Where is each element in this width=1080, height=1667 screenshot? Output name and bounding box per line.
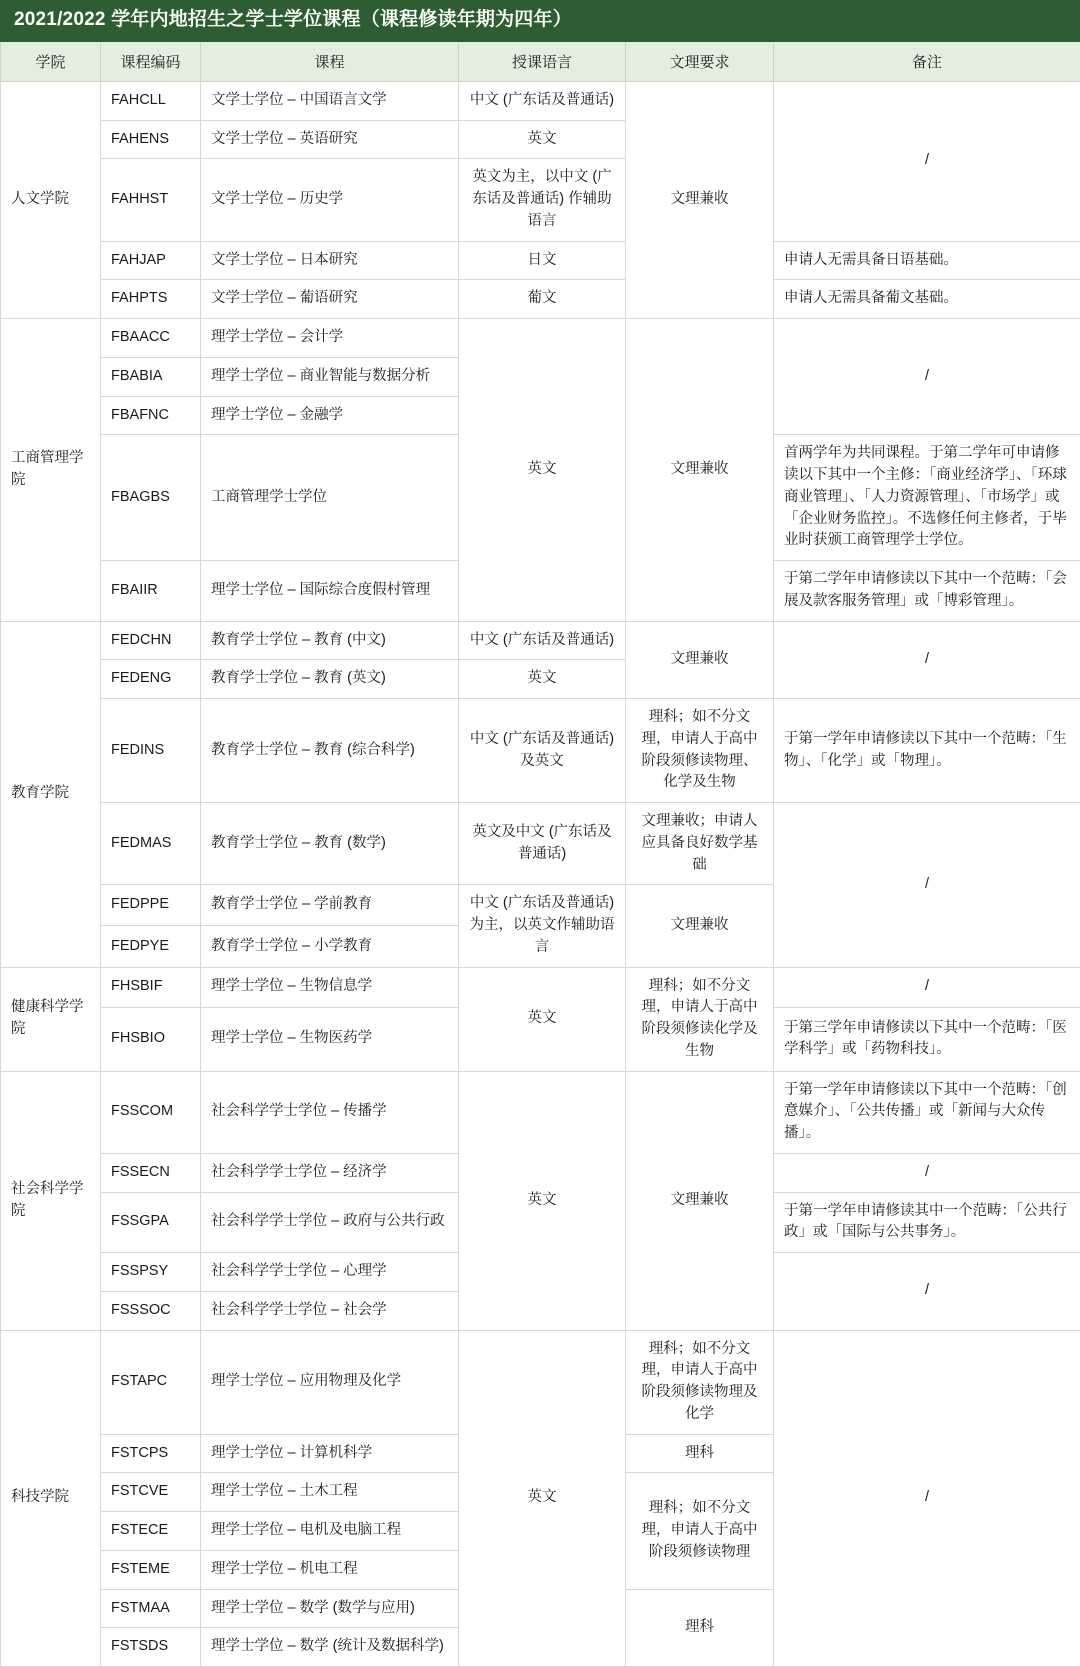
cell-remark: / [774, 1253, 1080, 1331]
cell-remark: / [774, 803, 1080, 968]
cell-code: FSTCPS [101, 1434, 201, 1473]
cell-remark: 于第三学年申请修读以下其中一个范畴：「医学科学」或「药物科技」。 [774, 1008, 1080, 1071]
cell-code: FSSGPA [101, 1192, 201, 1253]
cell-code: FSTAPC [101, 1330, 201, 1434]
table-header-row [1, 42, 1080, 82]
cell-remark: 于第一学年申请修读其中一个范畴：「公共行政」或「国际与公共事务」。 [774, 1192, 1080, 1253]
cell-program: 教育学士学位 – 教育 (综合科学) [201, 699, 459, 803]
cell-program: 社会科学学士学位 – 经济学 [201, 1153, 459, 1192]
cell-program: 理学士学位 – 电机及电脑工程 [201, 1512, 459, 1551]
cell-school: 教育学院 [1, 621, 101, 967]
cell-program: 理学士学位 – 土木工程 [201, 1473, 459, 1512]
cell-remark: / [774, 621, 1080, 699]
cell-program: 理学士学位 – 生物医药学 [201, 1008, 459, 1071]
cell-code: FSTEME [101, 1550, 201, 1589]
cell-language: 中文 (广东话及普通话) [459, 81, 626, 120]
cell-requirement: 文理兼收 [626, 1071, 774, 1330]
cell-program: 文学士学位 – 葡语研究 [201, 280, 459, 319]
cell-code: FBAACC [101, 319, 201, 358]
cell-remark: / [774, 81, 1080, 241]
cell-remark: 于第二学年申请修读以下其中一个范畴：「会展及款客服务管理」或「博彩管理」。 [774, 561, 1080, 622]
cell-program: 教育学士学位 – 教育 (中文) [201, 621, 459, 660]
cell-requirement: 文理兼收 [626, 319, 774, 622]
cell-program: 教育学士学位 – 教育 (英文) [201, 660, 459, 699]
cell-school: 健康科学学院 [1, 967, 101, 1071]
cell-language: 中文 (广东话及普通话) 为主，以英文作辅助语言 [459, 885, 626, 967]
cell-language: 中文 (广东话及普通话) [459, 621, 626, 660]
cell-program: 社会科学学士学位 – 传播学 [201, 1071, 459, 1153]
cell-program: 理学士学位 – 计算机科学 [201, 1434, 459, 1473]
cell-language: 英文及中文 (广东话及普通话) [459, 803, 626, 885]
cell-code: FBAFNC [101, 396, 201, 435]
cell-remark: 于第一学年申请修读以下其中一个范畴：「创意媒介」、「公共传播」或「新闻与大众传播」。 [774, 1071, 1080, 1153]
cell-remark: 申请人无需具备葡文基础。 [774, 280, 1080, 319]
cell-code: FEDMAS [101, 803, 201, 885]
cell-remark: 首两学年为共同课程。于第二学年可申请修读以下其中一个主修：「商业经济学」、「环球商业管理」、「人力资源管理」、「市场学」或「企业财务监控」。不选修任何主修者，于毕业时获颁工商管理学士学位。 [774, 435, 1080, 561]
cell-school: 工商管理学院 [1, 319, 101, 622]
table-row [1, 81, 1080, 120]
cell-school: 社会科学学院 [1, 1071, 101, 1330]
cell-code: FSSECN [101, 1153, 201, 1192]
cell-language: 英文 [459, 319, 626, 622]
cell-remark: / [774, 319, 1080, 435]
cell-remark: / [774, 967, 1080, 1008]
cell-code: FSTMAA [101, 1589, 201, 1628]
cell-requirement: 理科；如不分文理，申请人于高中阶段须修读物理 [626, 1473, 774, 1589]
cell-program: 文学士学位 – 英语研究 [201, 120, 459, 159]
table-row [1, 699, 1080, 803]
cell-program: 文学士学位 – 中国语言文学 [201, 81, 459, 120]
cell-code: FAHHST [101, 159, 201, 241]
cell-requirement: 文理兼收 [626, 81, 774, 318]
cell-remark: 于第一学年申请修读以下其中一个范畴：「生物」、「化学」或「物理」。 [774, 699, 1080, 803]
cell-program: 社会科学学士学位 – 心理学 [201, 1253, 459, 1292]
cell-language: 英文为主，以中文 (广东话及普通话) 作辅助语言 [459, 159, 626, 241]
cell-program: 工商管理学士学位 [201, 435, 459, 561]
cell-code: FSTECE [101, 1512, 201, 1551]
cell-program: 理学士学位 – 机电工程 [201, 1550, 459, 1589]
cell-program: 社会科学学士学位 – 政府与公共行政 [201, 1192, 459, 1253]
cell-requirement: 文理兼收 [626, 621, 774, 699]
cell-language: 英文 [459, 1071, 626, 1330]
table-header [1, 42, 1080, 82]
cell-code: FSSCOM [101, 1071, 201, 1153]
cell-language: 英文 [459, 660, 626, 699]
column-header-language: 授课语言 [459, 42, 626, 82]
table-row [1, 241, 1080, 280]
cell-program: 教育学士学位 – 小学教育 [201, 926, 459, 967]
table-row [1, 280, 1080, 319]
cell-code: FEDCHN [101, 621, 201, 660]
cell-language: 英文 [459, 1330, 626, 1667]
cell-code: FEDPYE [101, 926, 201, 967]
cell-code: FBABIA [101, 357, 201, 396]
cell-remark: / [774, 1330, 1080, 1667]
cell-code: FEDPPE [101, 885, 201, 926]
cell-school: 人文学院 [1, 81, 101, 318]
cell-program: 理学士学位 – 商业智能与数据分析 [201, 357, 459, 396]
cell-code: FEDENG [101, 660, 201, 699]
cell-requirement: 理科；如不分文理，申请人于高中阶段须修读物理、化学及生物 [626, 699, 774, 803]
table-row [1, 621, 1080, 660]
cell-program: 理学士学位 – 会计学 [201, 319, 459, 358]
cell-program: 理学士学位 – 应用物理及化学 [201, 1330, 459, 1434]
cell-code: FAHENS [101, 120, 201, 159]
cell-code: FHSBIF [101, 967, 201, 1008]
cell-program: 理学士学位 – 数学 (数学与应用) [201, 1589, 459, 1628]
cell-program: 文学士学位 – 日本研究 [201, 241, 459, 280]
cell-code: FAHJAP [101, 241, 201, 280]
cell-remark: / [774, 1153, 1080, 1192]
column-header-requirement: 文理要求 [626, 42, 774, 82]
table-row [1, 319, 1080, 358]
cell-requirement: 理科 [626, 1589, 774, 1667]
column-header-remark: 备注 [774, 42, 1080, 82]
page-title: 2021/2022 学年内地招生之学士学位课程（课程修读年期为四年） [0, 0, 1080, 42]
cell-language: 日文 [459, 241, 626, 280]
cell-code: FSSPSY [101, 1253, 201, 1292]
cell-program: 文学士学位 – 历史学 [201, 159, 459, 241]
cell-program: 教育学士学位 – 教育 (数学) [201, 803, 459, 885]
cell-requirement: 理科；如不分文理，申请人于高中阶段须修读化学及生物 [626, 967, 774, 1071]
cell-requirement: 文理兼收；申请人应具备良好数学基础 [626, 803, 774, 885]
cell-language: 英文 [459, 967, 626, 1071]
cell-code: FSTCVE [101, 1473, 201, 1512]
cell-requirement: 理科 [626, 1434, 774, 1473]
cell-requirement: 理科；如不分文理，申请人于高中阶段须修读物理及化学 [626, 1330, 774, 1434]
cell-program: 教育学士学位 – 学前教育 [201, 885, 459, 926]
table-row [1, 1071, 1080, 1153]
cell-code: FBAGBS [101, 435, 201, 561]
cell-program: 理学士学位 – 国际综合度假村管理 [201, 561, 459, 622]
cell-code: FSTSDS [101, 1628, 201, 1667]
cell-language: 英文 [459, 120, 626, 159]
cell-program: 理学士学位 – 金融学 [201, 396, 459, 435]
cell-code: FAHCLL [101, 81, 201, 120]
programs-table [0, 42, 1080, 1667]
cell-code: FSSSOC [101, 1291, 201, 1330]
table-body [1, 81, 1080, 1666]
table-row [1, 803, 1080, 885]
cell-school: 科技学院 [1, 1330, 101, 1667]
column-header-school: 学院 [1, 42, 101, 82]
cell-code: FAHPTS [101, 280, 201, 319]
cell-language: 葡文 [459, 280, 626, 319]
cell-program: 理学士学位 – 生物信息学 [201, 967, 459, 1008]
cell-remark: 申请人无需具备日语基础。 [774, 241, 1080, 280]
cell-program: 理学士学位 – 数学 (统计及数据科学) [201, 1628, 459, 1667]
cell-language: 中文 (广东话及普通话) 及英文 [459, 699, 626, 803]
cell-program: 社会科学学士学位 – 社会学 [201, 1291, 459, 1330]
column-header-code: 课程编码 [101, 42, 201, 82]
cell-code: FBAIIR [101, 561, 201, 622]
column-header-program: 课程 [201, 42, 459, 82]
table-row [1, 967, 1080, 1008]
cell-code: FEDINS [101, 699, 201, 803]
table-row [1, 1330, 1080, 1434]
cell-code: FHSBIO [101, 1008, 201, 1071]
cell-requirement: 文理兼收 [626, 885, 774, 967]
